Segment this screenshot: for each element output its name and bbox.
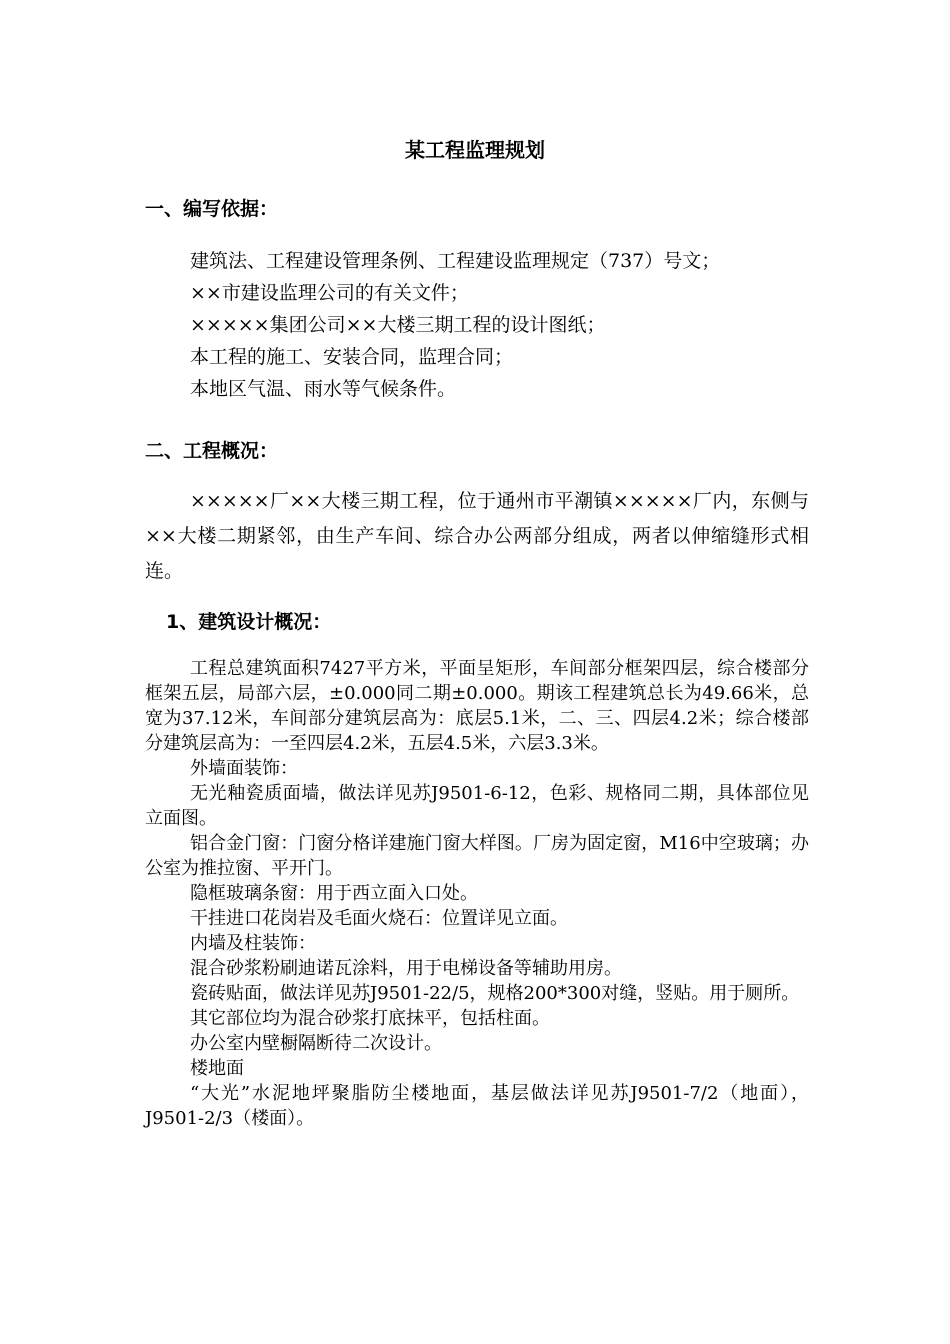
- body-paragraph: 铝合金门窗：门窗分格详建施门窗大样图。厂房为固定窗，M16中空玻璃；办公室为推拉窗、平开门。: [145, 833, 809, 879]
- body-paragraph: 瓷砖贴面，做法详见苏J9501-22/5，规格200*300对缝，竖贴。用于厕所。: [190, 983, 800, 1004]
- body-paragraph: 办公室内壁橱隔断待二次设计。: [190, 1033, 442, 1054]
- document-title: 某工程监理规划: [405, 138, 545, 162]
- basis-list: [190, 245, 830, 405]
- basis-item: 建筑法、工程建设管理条例、工程建设监理规定（737）号文；: [190, 250, 721, 272]
- body-paragraph: 外墙面装饰：: [190, 758, 298, 779]
- body-paragraph: 其它部位均为混合砂浆打底抹平，包括柱面。: [190, 1008, 550, 1029]
- overview-paragraph: ×××××厂××大楼三期工程，位于通州市平潮镇×××××厂内，东侧与××大楼二期紧邻，由生产车间、综合办公两部分组成，两者以伸缩缝形式相连。: [145, 490, 809, 582]
- body-paragraph: 混合砂浆粉刷迪诺瓦涂料，用于电梯设备等辅助用房。: [190, 958, 622, 979]
- basis-item: ×××××集团公司××大楼三期工程的设计图纸；: [190, 314, 606, 336]
- body-paragraph: 楼地面: [190, 1058, 244, 1079]
- body-paragraph: “大光”水泥地坪聚脂防尘楼地面，基层做法详见苏J9501-7/2（地面），J9501-2/3（楼面）。: [145, 1083, 809, 1129]
- body-paragraph: 无光釉瓷质面墙，做法详见苏J9501-6-12，色彩、规格同二期，具体部位见立面图。: [145, 783, 809, 829]
- body-paragraph: 干挂进口花岗岩及毛面火烧石：位置详见立面。: [190, 908, 568, 929]
- body-paragraph: 隐框玻璃条窗：用于西立面入口处。: [190, 883, 478, 904]
- subsection-heading-architecture: 1、建筑设计概况：: [166, 611, 332, 633]
- body-paragraph: 工程总建筑面积7427平方米，平面呈矩形，车间部分框架四层，综合楼部分框架五层，局部六层，±0.000同二期±0.000。期该工程建筑总长为49.66米，总宽为37.12米，车间部分建筑层高为：底层5.1米，二、三、四层4.2米；综合楼部分建筑层高为：一至四层4.2米，五层4.5米，六层3.3米。: [145, 658, 809, 754]
- basis-item: 本工程的施工、安装合同，监理合同；: [190, 346, 514, 368]
- architecture-body: [145, 656, 809, 1131]
- basis-item: ××市建设监理公司的有关文件；: [190, 282, 469, 304]
- section-heading-basis: 一、编写依据：: [145, 198, 279, 220]
- section-heading-overview: 二、工程概况：: [145, 440, 279, 462]
- body-paragraph: 内墙及柱装饰：: [190, 933, 316, 954]
- basis-item: 本地区气温、雨水等气候条件。: [190, 378, 457, 400]
